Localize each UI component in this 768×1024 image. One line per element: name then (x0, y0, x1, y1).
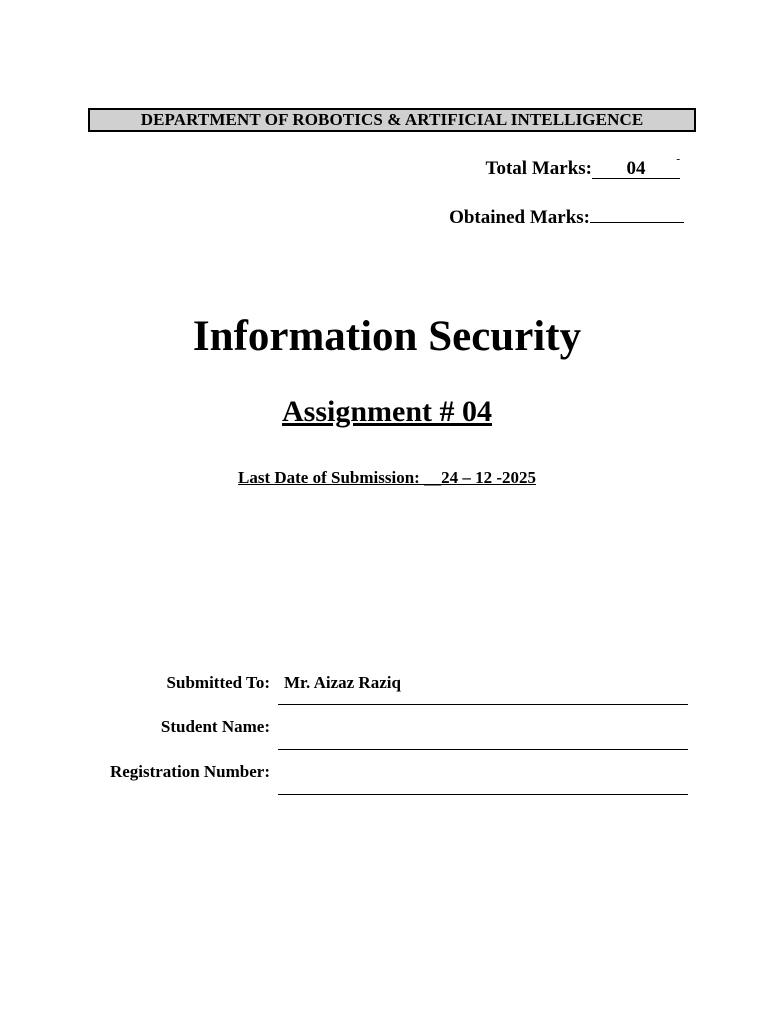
submitted-to-value: Mr. Aizaz Raziq (284, 673, 401, 692)
registration-number-line (278, 794, 688, 795)
course-title: Information Security (192, 313, 582, 360)
student-name-line (278, 749, 688, 750)
total-marks-label: Total Marks: (485, 158, 592, 179)
assignment-title: Assignment # 04 (281, 395, 492, 428)
submission-deadline: Last Date of Submission: __24 – 12 -2025 (238, 468, 536, 487)
submitted-to-label: Submitted To: (166, 673, 270, 692)
obtained-marks-row (449, 203, 684, 229)
department-banner (88, 108, 696, 132)
obtained-marks-field[interactable] (590, 203, 684, 223)
corner-mark: - (676, 153, 680, 165)
registration-number-label: Registration Number: (109, 762, 270, 781)
submitted-to-line (278, 704, 688, 705)
total-marks-value: 04 (592, 159, 680, 179)
obtained-marks-label: Obtained Marks: (449, 207, 590, 228)
total-marks-row (486, 158, 680, 180)
student-name-label: Student Name: (160, 717, 270, 736)
department-name: DEPARTMENT OF ROBOTICS & ARTIFICIAL INTELLIGENCE (140, 110, 644, 129)
